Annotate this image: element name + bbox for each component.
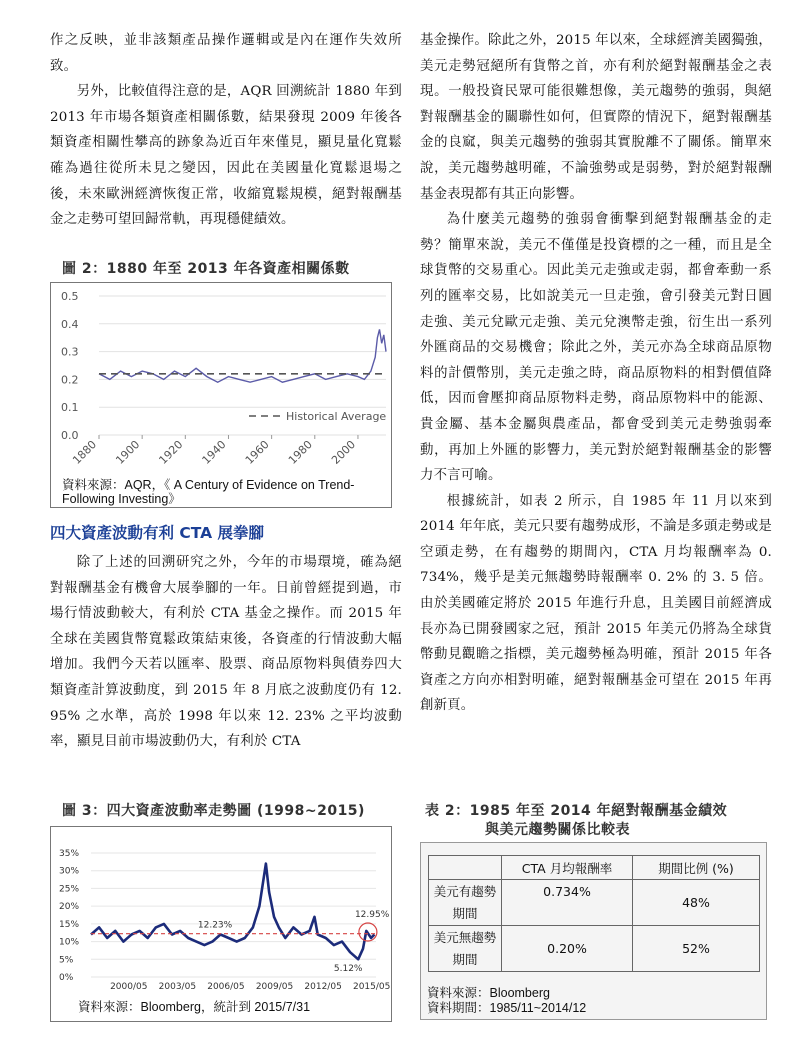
table-2-period: 資料期間：1985/11~2014/12 xyxy=(427,1001,587,1015)
table-header-cta: CTA 月均報酬率 xyxy=(502,856,633,880)
comparison-table xyxy=(428,855,760,972)
y-tick-label: 5% xyxy=(59,955,74,966)
low-annotation: 5.12% xyxy=(333,963,363,974)
section-title: 四大資產波動有利 CTA 展拳腳 xyxy=(50,524,265,542)
legend-label: Historical Average xyxy=(286,410,387,423)
table-cell-ratio: 48% xyxy=(633,880,760,926)
right-paragraph-1: 基金操作。除此之外，2015 年以來，全球經濟美國獨強，美元走勢冠絕所有貨幣之首，亦有利於絕對報酬基金之表現。一般投資民眾可能很難想像，美元趨勢的強弱，與絕對報酬基金的關聯性如何，但實際的情況下，絕對報酬基金的良窳，與美元趨勢的強弱其實脫離不了關係。簡單來說，美元趨勢越明確，不論強勢或是弱勢，對於絕對報酬基金表現都有其正向影響。 xyxy=(420,33,772,202)
figure-3-title: 圖 3：四大資產波動率走勢圖 (1998~2015) xyxy=(62,803,365,819)
y-tick-label: 10% xyxy=(59,937,80,948)
latest-annotation: 12.95% xyxy=(354,910,390,921)
left-column-lower xyxy=(50,550,402,755)
left-paragraph-2: 另外，比較值得注意的是，AQR 回溯統計 1880 年到 2013 年市場各類資產相關係數，結果發現 2009 年後各類資產相關性攀高的跡象為近百年來僅見，顯見量化寬鬆確為過往從所未見之變因，因此在美國量化寬鬆退場之後，未來歐洲經濟恢復正常，收縮寬鬆規模，絕對報酬基金之走勢可望回歸常軌，再現穩健績效。 xyxy=(50,84,402,228)
right-paragraph-2: 為什麼美元趨勢的強弱會衝擊到絕對報酬基金的走勢？簡單來說，美元不僅僅是投資標的之一種，而且是全球貨幣的交易重心。因此美元走強或走弱，都會牽動一系列的匯率交易，比如說美元一旦走強，會引發美元對日圓走強、美元兌歐元走強、美元兌澳幣走強，衍生出一系列外匯商品的交易機會；除此之外，美元亦為全球商品原物料的計價幣別，美元走強之時，商品原物料的相對價值降低，因而會壓抑商品原物料走勢，商品原物料中的能源、貴金屬、基本金屬與農產品，都會受到美元走勢強弱牽動，再加上外匯的影響力，美元對於絕對報酬基金的影響力不言可喻。 xyxy=(420,212,772,484)
figure-3-source: 資料來源：Bloomberg，統計到 2015/7/31 xyxy=(78,1000,311,1014)
table-header-row xyxy=(429,856,760,880)
table-cell-cta: 0.20% xyxy=(502,926,633,972)
table-2-title-line-1: 表 2：1985 年至 2014 年絕對報酬基金績效 xyxy=(425,803,728,819)
x-tick-label: 2003/05 xyxy=(158,982,197,992)
table-header-empty xyxy=(429,856,502,880)
y-tick-label: 0.2 xyxy=(61,373,79,387)
x-tick-label: 2012/05 xyxy=(304,982,342,992)
left-column xyxy=(50,28,402,233)
table-2-source: 資料來源：Bloomberg xyxy=(427,986,550,1000)
y-tick-label: 0.4 xyxy=(61,317,79,331)
figure-2-source: 資料來源：AQR，《 A Century of Evidence on Trend-Following Investing》 xyxy=(62,478,355,506)
table-2-title-line-2: 與美元趨勢關係比較表 xyxy=(485,822,630,838)
correlation-line-chart xyxy=(51,283,391,507)
y-tick-label: 0% xyxy=(59,973,74,983)
figure-2-chart xyxy=(50,282,392,508)
y-tick-label: 35% xyxy=(59,849,80,859)
x-tick-label: 1900 xyxy=(113,437,143,467)
average-annotation: 12.23% xyxy=(197,920,233,931)
figure-3-chart xyxy=(50,826,392,1022)
table-cell-cta: 0.734% xyxy=(502,880,633,926)
x-tick-label: 2009/05 xyxy=(255,982,294,992)
x-tick-label: 1880 xyxy=(70,437,100,467)
figure-2-title: 圖 2：1880 年至 2013 年各資產相關係數 xyxy=(62,261,350,277)
left-paragraph-1: 作之反映，並非該類產品操作邏輯或是內在運作失效所致。 xyxy=(50,33,402,74)
x-tick-label: 1940 xyxy=(199,437,229,467)
table-cell-ratio: 52% xyxy=(633,926,760,972)
x-tick-label: 2000 xyxy=(329,437,359,467)
right-paragraph-3: 根據統計，如表 2 所示，自 1985 年 11 月以來到 2014 年年底，美元只要有趨勢成形，不論是多頭走勢或是空頭走勢，在有趨勢的期間內，CTA 月均報酬率為 0. 734%，幾乎是美元無趨勢時報酬率 0. 2% 的 3. 5 倍。由於美國確定將於 2015 年進行升息，且美國目前經濟成長亦為已開發國家之冠，預計 2015 年美元仍將為全球貨幣動見觀瞻之指標，美元趨勢極為明確，預計 2015 年各資產之方向亦相對明確，絕對報酬基金可望在 2015 年再創新頁。 xyxy=(420,493,772,714)
table-row xyxy=(429,880,760,926)
volatility-series-line xyxy=(91,864,374,960)
x-tick-label: 2015/05 xyxy=(352,982,391,992)
table-row-label: 美元無趨勢期間 xyxy=(429,926,502,972)
x-tick-label: 1980 xyxy=(285,437,315,467)
table-header-ratio: 期間比例 (%) xyxy=(633,856,760,880)
volatility-line-chart xyxy=(51,827,391,1021)
y-tick-label: 0.1 xyxy=(61,401,79,415)
y-tick-label: 0.3 xyxy=(61,345,79,359)
y-tick-label: 0.5 xyxy=(61,290,79,303)
y-tick-label: 30% xyxy=(59,866,80,877)
y-tick-label: 15% xyxy=(59,919,80,930)
left-paragraph-3: 除了上述的回溯研究之外，今年的市場環境，確為絕對報酬基金有機會大展拳腳的一年。日前曾經提到過，市場行情波動較大，有利於 CTA 基金之操作。而 2015 年全球在美國貨幣寬鬆政策結束後，各資產的行情波動大幅增加。我們今天若以匯率、股票、商品原物料與債券四大類資產計算波動度，到 2015 年 8 月底之波動度仍有 12. 95% 之水準，高於 1998 年以來 12. 23% 之平均波動率，顯見目前市場波動仍大，有利於 CTA xyxy=(50,555,402,750)
right-column xyxy=(420,28,772,719)
y-tick-label: 20% xyxy=(59,902,80,913)
x-tick-label: 2000/05 xyxy=(110,982,148,992)
y-tick-label: 25% xyxy=(59,884,80,895)
y-tick-label: 0.0 xyxy=(61,429,79,442)
table-row-label: 美元有趨勢期間 xyxy=(429,880,502,926)
table-2-frame xyxy=(420,842,767,1020)
table-row xyxy=(429,926,760,972)
x-tick-label: 2006/05 xyxy=(207,982,245,992)
x-tick-label: 1920 xyxy=(156,437,186,467)
x-tick-label: 1960 xyxy=(242,437,272,467)
